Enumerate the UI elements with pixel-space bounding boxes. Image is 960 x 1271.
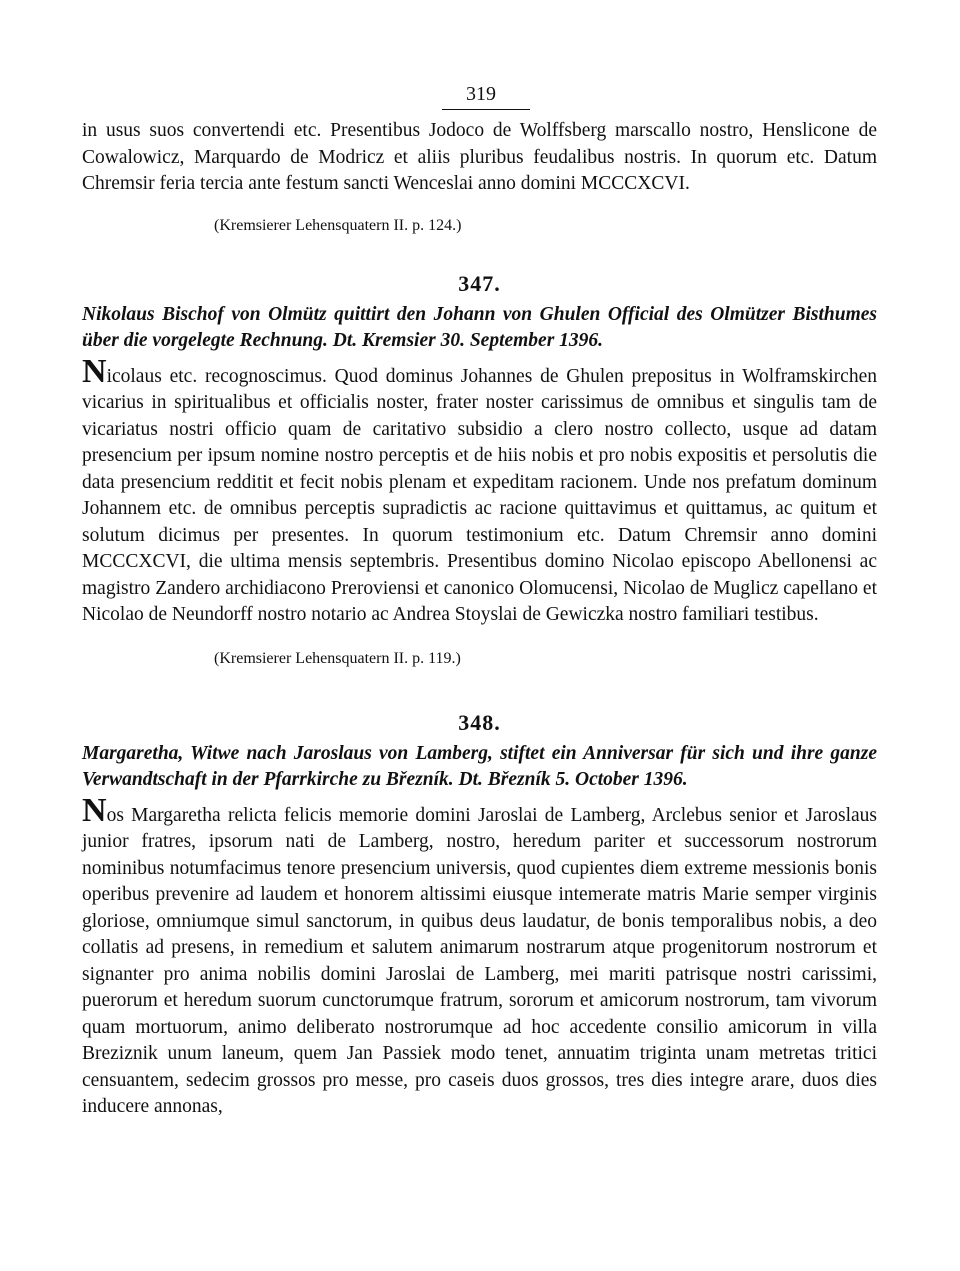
document-page xyxy=(82,82,877,1121)
document-number-348: 348. xyxy=(458,709,501,735)
charter-body-348: os Margaretha relicta felicis memorie domini Jaroslai de Lamberg, Arclebus senior et Jaroslaus junior fratres, ipsorum nati de Lamberg, nostro, heredum pariter et successorum nostrorum nominibus notumfacimus tenore presencium universis, quod cupientes diem extreme messionis bonis operibus prevenire ad laudem et honorem altissimi eiusque intemerate matris Marie semper virginis gloriose, omniumque simul sanctorum, in quibus deus laudatur, de bonis temporalibus nobis, a deo collatis ad presens, in remedium et salutem animarum nostrarum atque progenitorum nostrorum et signanter pro anima nobilis domini Jaroslai de Lamberg, mei mariti patrisque nostri carissimi, puerorum et heredum suorum cunctorumque fratrum, sororum et amicorum nostrorum, tam vivorum quam mortuorum, animo deliberato nostrorumque ad hoc accedente consilio amicorum in villa Breziznik unum laneum, quem Jan Passiek modo tenet, annuatim triginta unam metretas tritici censuantem, sedecim grossos pro messe, pro caseis duos grossos, tres dies integre arare, duos dies inducere annonas, xyxy=(82,804,877,1117)
continuation-source: (Kremsierer Lehensquatern II. p. 124.) xyxy=(214,216,462,234)
charter-text-348 xyxy=(82,791,877,1121)
charter-text-347 xyxy=(82,352,877,629)
page-number: 319 xyxy=(466,83,496,105)
continuation-text: in usus suos convertendi etc. Presentibus Jodoco de Wolffsberg marscallo nostro, Henslicone de Cowalowicz, Marquardo de Modricz et aliis pluribus feudalibus nostris. In quorum etc. Datum Chremsir feria tercia ante festum sancti Wenceslai anno domini MCCCXCVI. xyxy=(82,120,877,194)
source-347: (Kremsierer Lehensquatern II. p. 119.) xyxy=(214,649,461,667)
initial-letter: N xyxy=(82,791,107,829)
regest-347: Nikolaus Bischof von Olmütz quittirt den Johann von Ghulen Official des Olmützer Bisthumes über die vorgelegte Rechnung. Dt. Kremsier 30. September 1396. xyxy=(82,303,877,351)
page-number-rule xyxy=(442,109,530,110)
document-number-347: 347. xyxy=(458,270,501,296)
charter-body-347: icolaus etc. recognoscimus. Quod dominus Johannes de Ghulen prepositus in Wolframskirchen vicarius in spiritualibus et officialis noster, frater noster carissimus de omnibus et singulis tam de vicariatus nostri officio quam de caritativo subsidio a clero nostro collecto, usque ad datam presencium per ipsum nomine nostro perceptis et de hiis nobis et pro nobis expositis et persolutis die data presencium redditit et fecit nobis plenam et expeditam racionem. Unde nos prefatum dominum Johannem etc. de omnibus perceptis supradictis ac racione quittavimus et quittamus, ac quitum et solutum dicimus per presentes. In quorum testimonium etc. Datum Chremsir anno domini MCCCXCVI, die ultima mensis septembris. Presentibus domino Nicolao episcopo Abellonensi ac magistro Zandero archidiacono Preroviensi et canonico Olomucensi, Nicolao de Muglicz capellano et Nicolao de Neundorff nostro notario ac Andrea Stoyslai de Gewiczka nostro familiari testibus. xyxy=(82,365,877,625)
regest-348: Margaretha, Witwe nach Jaroslaus von Lamberg, stiftet ein Anniversar für sich und ihre ganze Verwandtschaft in der Pfarrkirche zu Březník. Dt. Březník 5. October 1396. xyxy=(82,742,877,790)
page-header xyxy=(82,82,877,118)
initial-letter: N xyxy=(82,352,107,390)
